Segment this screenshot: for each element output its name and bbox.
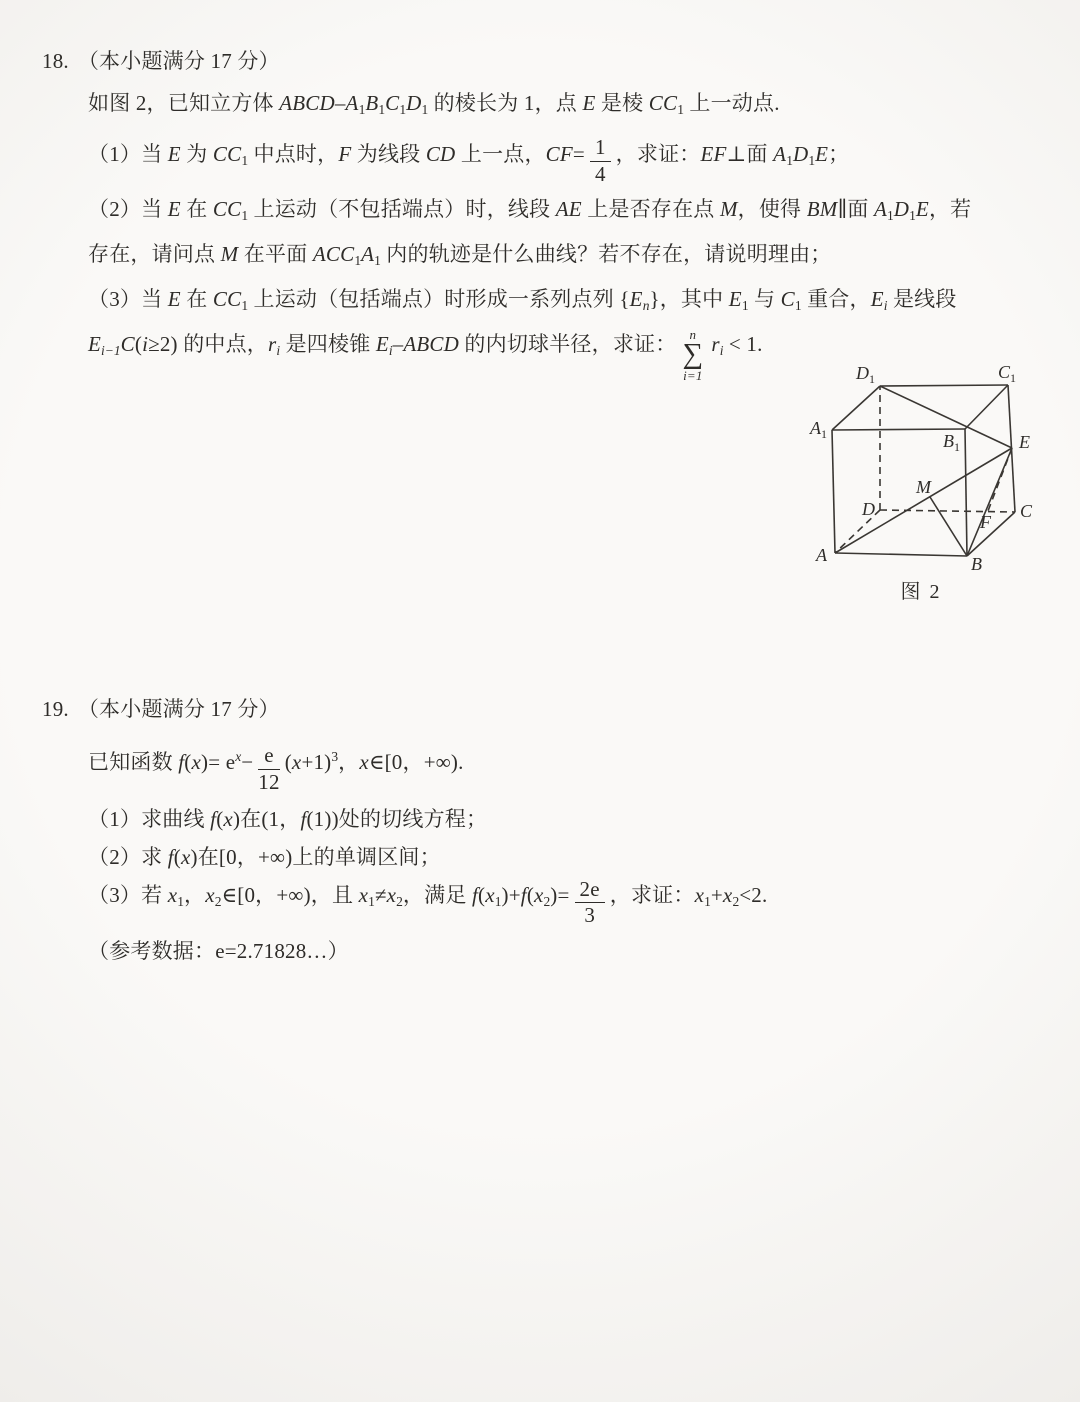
run-it: CF	[545, 142, 573, 166]
run-it: E	[629, 287, 643, 312]
run-cn: ∈[0，+∞).	[368, 750, 464, 774]
run-cn: ⊥面	[726, 142, 774, 166]
run-sub: 1	[677, 102, 684, 117]
run-sub: 1	[354, 253, 362, 269]
run-cn: （3）若	[88, 883, 168, 908]
run-cn: (	[478, 883, 486, 908]
q19-function-def	[0, 738, 1080, 794]
label-C1: $C_1$	[998, 362, 1017, 385]
summation-upper: n	[689, 327, 697, 343]
run-sub: 1	[909, 208, 916, 224]
run-sup: 3	[331, 749, 339, 764]
run-cn: }	[649, 287, 660, 312]
run-sub: 1	[494, 894, 502, 910]
q18-part3-line1	[0, 280, 1080, 325]
run-it: x	[694, 883, 705, 908]
run-cn: （1）当	[88, 142, 168, 166]
run-it: C	[120, 332, 135, 357]
run-sub: 1	[177, 894, 185, 910]
run-it: x	[722, 883, 733, 908]
run-sub: 1	[786, 153, 793, 168]
run-it: CC	[212, 287, 242, 312]
run-cn: 在	[180, 197, 213, 222]
run-it: E	[167, 197, 181, 222]
edge-BC	[967, 512, 1015, 556]
label-D1: $D_1$	[856, 363, 875, 386]
run-cn: （参考数据：e=2.71828…）	[88, 938, 349, 963]
run-it: f	[520, 883, 527, 908]
q19-part3	[0, 876, 1080, 927]
q18-number: 18.	[42, 49, 69, 73]
run-sub: 1	[368, 894, 375, 910]
run-cn: 上运动（不包括端点）时，线段	[248, 197, 556, 222]
run-sub: 2	[732, 894, 740, 910]
q19-part1	[0, 800, 1080, 838]
run-it: r	[711, 332, 720, 357]
run-cn: (	[173, 845, 181, 870]
run-it: x	[358, 883, 369, 908]
run-it: B	[365, 91, 379, 115]
run-it: E	[815, 142, 829, 166]
q18-part1	[0, 135, 1080, 186]
run-it: A	[361, 242, 375, 267]
segment-BM	[930, 497, 967, 556]
run-cn: 在	[180, 287, 213, 312]
label-A1: $A_1$	[810, 418, 827, 441]
run-cn: 上运动（包括端点）时形成一系列点列	[248, 287, 620, 312]
run-cn: =	[572, 142, 585, 166]
run-cn: ，若	[928, 197, 972, 222]
run-cn: )=	[550, 883, 570, 908]
run-cn: –	[392, 332, 404, 357]
fraction-numerator: 1	[590, 136, 611, 162]
fraction-denominator: 3	[584, 903, 596, 928]
run-cn: （2）当	[88, 197, 168, 222]
q19-header	[0, 690, 1080, 728]
label-C: C	[1020, 501, 1033, 521]
run-sub: 2	[396, 894, 403, 910]
sigma-symbol: ∑	[682, 338, 704, 371]
run-sub: 1	[378, 102, 386, 117]
run-subi: i	[276, 343, 281, 359]
run-it: EF	[700, 142, 727, 166]
run-it: A	[773, 142, 787, 166]
fraction	[590, 136, 611, 186]
run-it: BM	[806, 197, 838, 222]
fraction-denominator: 4	[594, 161, 606, 186]
run-it: E	[915, 197, 929, 222]
run-it: ACC	[312, 242, 355, 267]
run-cn: < 1.	[723, 332, 763, 357]
problem-18	[0, 42, 1080, 382]
run-it: C	[780, 287, 795, 312]
run-it: x	[291, 750, 302, 774]
run-cn: 存在，请问点	[88, 242, 221, 267]
run-it: ABCD–A	[279, 91, 359, 115]
run-cn: ，	[338, 750, 360, 774]
run-sub: 1	[241, 298, 249, 314]
run-cn: ，求证：	[609, 883, 695, 908]
run-it: CC	[648, 91, 678, 115]
edge-DC	[880, 510, 1015, 512]
run-cn: ≥2) 的中点，	[148, 332, 268, 357]
edge-AB	[835, 553, 967, 556]
run-it: D	[893, 197, 910, 222]
run-it: x	[223, 807, 233, 832]
run-it: E	[375, 332, 389, 357]
run-cn: ，	[184, 883, 206, 908]
run-cn: {	[619, 287, 630, 312]
run-cn: 如图 2，已知立方体	[88, 91, 280, 115]
run-subi: n	[642, 298, 650, 314]
run-cn: 与	[748, 287, 781, 312]
run-subi: i	[883, 298, 888, 314]
q18-part2-line1	[0, 190, 1080, 235]
run-it: AE	[555, 197, 582, 222]
run-cn: 在平面	[238, 242, 313, 267]
run-sub: 1	[358, 102, 366, 117]
label-F: F	[980, 512, 991, 532]
q19-part2	[0, 838, 1080, 876]
run-cn: (	[184, 750, 192, 774]
run-sub: 2	[214, 894, 222, 910]
cube-diagram	[788, 352, 1080, 610]
run-it: E	[582, 91, 596, 115]
q18-score: （本小题满分 17 分）	[77, 49, 280, 73]
run-it: f	[167, 845, 174, 870]
run-sub: 1	[241, 208, 249, 224]
run-cn: （3）当	[88, 287, 168, 312]
q19-number: 19.	[42, 697, 69, 721]
run-sub: 2	[543, 894, 551, 910]
run-it: D	[406, 91, 422, 115]
label-M: M	[916, 477, 931, 497]
run-cn: 内的轨迹是什么曲线？若不存在，请说明理由；	[380, 242, 832, 267]
run-cn: 重合，	[801, 287, 871, 312]
run-cn: )在[0，+∞)上的单调区间；	[190, 845, 441, 870]
run-cn: +	[710, 883, 723, 908]
run-it: A	[874, 197, 888, 222]
run-cn: 上一动点.	[683, 91, 780, 115]
run-cn: ；	[828, 142, 850, 166]
run-cn: (	[526, 883, 535, 908]
edge-A1B1	[832, 429, 965, 430]
run-sub: 1	[421, 102, 429, 117]
run-it: CC	[212, 197, 242, 222]
edge-C1D1	[880, 385, 1008, 386]
run-it: x	[534, 883, 544, 908]
label-D: D	[862, 499, 875, 519]
run-cn: (1))处的切线方程；	[306, 807, 488, 832]
run-subi: i−1	[101, 343, 121, 359]
run-cn: 为线段	[351, 142, 426, 166]
run-it: M	[220, 242, 239, 267]
run-sub: 1	[241, 153, 249, 168]
run-cn: ，使得	[737, 197, 807, 222]
run-cn: +1)	[301, 750, 332, 774]
edge-B1C1	[965, 385, 1008, 429]
run-cn: ，求证：	[615, 142, 701, 166]
run-cn: 是四棱锥	[280, 332, 376, 357]
problem-19	[0, 690, 1080, 970]
q19-score: （本小题满分 17 分）	[77, 697, 280, 721]
run-it: E	[167, 287, 181, 312]
q18-part2-line2	[0, 235, 1080, 280]
run-it: f	[178, 750, 185, 774]
run-sub: 1	[399, 102, 407, 117]
run-sub: 1	[808, 153, 816, 168]
run-sub: 1	[374, 253, 381, 269]
run-cn: 为	[180, 142, 213, 166]
run-it: f	[210, 807, 217, 832]
run-it: r	[268, 332, 277, 357]
label-A: A	[816, 545, 827, 565]
run-cn: ∈[0，+∞)，且	[221, 883, 359, 908]
run-it: x	[191, 750, 202, 774]
run-it: CD	[425, 142, 456, 166]
run-subi: i	[719, 343, 724, 359]
run-it: x	[386, 883, 397, 908]
run-cn: )在(1，	[232, 807, 301, 832]
run-sub: 1	[704, 894, 711, 910]
label-B: B	[971, 554, 982, 574]
fraction	[575, 878, 605, 928]
run-cn: 是棱	[595, 91, 649, 115]
figure-caption: 图 2	[900, 581, 942, 603]
run-it: f	[300, 807, 307, 832]
run-it: CC	[212, 142, 242, 166]
run-cn: <2.	[739, 883, 768, 908]
q18-header	[0, 42, 1080, 80]
run-it: C	[385, 91, 400, 115]
run-cn: (	[134, 332, 143, 357]
run-it: x	[359, 750, 369, 774]
run-it: ABCD	[403, 332, 459, 357]
run-cn: (	[284, 750, 292, 774]
run-cn: （1）求曲线	[88, 807, 211, 832]
run-cn: −	[241, 750, 254, 774]
run-it: x	[167, 883, 178, 908]
run-it: i	[142, 332, 149, 357]
run-cn: ，其中	[659, 287, 729, 312]
run-sub: 1	[887, 208, 894, 224]
run-it: F	[338, 142, 352, 166]
edge-BB1	[965, 429, 967, 556]
fraction-numerator: 2e	[575, 878, 605, 904]
edge-AA1	[832, 430, 835, 553]
summation-lower: i=1	[683, 367, 703, 383]
fraction-denominator: 12	[258, 769, 280, 794]
edge-D1A1	[832, 386, 880, 430]
run-cn: 的棱长为 1，点	[428, 91, 583, 115]
run-sub: 1	[741, 298, 749, 314]
run-it: x	[205, 883, 215, 908]
q19-reference	[0, 932, 1080, 970]
run-supi: x	[235, 749, 242, 764]
run-it: x	[485, 883, 495, 908]
run-cn: ≠	[374, 883, 387, 908]
run-cn: 上一点，	[455, 142, 546, 166]
run-it: E	[88, 332, 102, 357]
q18-intro	[0, 84, 1080, 129]
run-it: E	[728, 287, 742, 312]
run-cn: ∥面	[837, 197, 874, 222]
run-cn: （2）求	[88, 845, 168, 870]
run-cn: 上是否存在点	[581, 197, 720, 222]
run-it: M	[719, 197, 738, 222]
run-it: f	[471, 883, 479, 908]
figure-2	[788, 352, 1080, 610]
run-cn: 已知函数	[88, 750, 179, 774]
run-cn: 中点时，	[248, 142, 339, 166]
run-cn: 是线段	[887, 287, 957, 312]
run-subi: i	[388, 343, 393, 359]
run-cn: (	[216, 807, 224, 832]
run-cn: )= e	[201, 750, 236, 774]
run-cn: 的内切球半径，求证：	[458, 332, 677, 357]
fraction	[258, 744, 279, 794]
label-B1: $B_1$	[943, 431, 960, 454]
run-it: E	[167, 142, 181, 166]
summation	[682, 328, 703, 382]
run-it: x	[181, 845, 191, 870]
run-it: D	[792, 142, 809, 166]
run-sub: 1	[794, 298, 802, 314]
run-cn: ，满足	[402, 883, 472, 908]
run-it: E	[870, 287, 884, 312]
run-cn: )+	[501, 883, 521, 908]
fraction-numerator: e	[258, 744, 279, 770]
label-E: E	[1019, 432, 1030, 452]
